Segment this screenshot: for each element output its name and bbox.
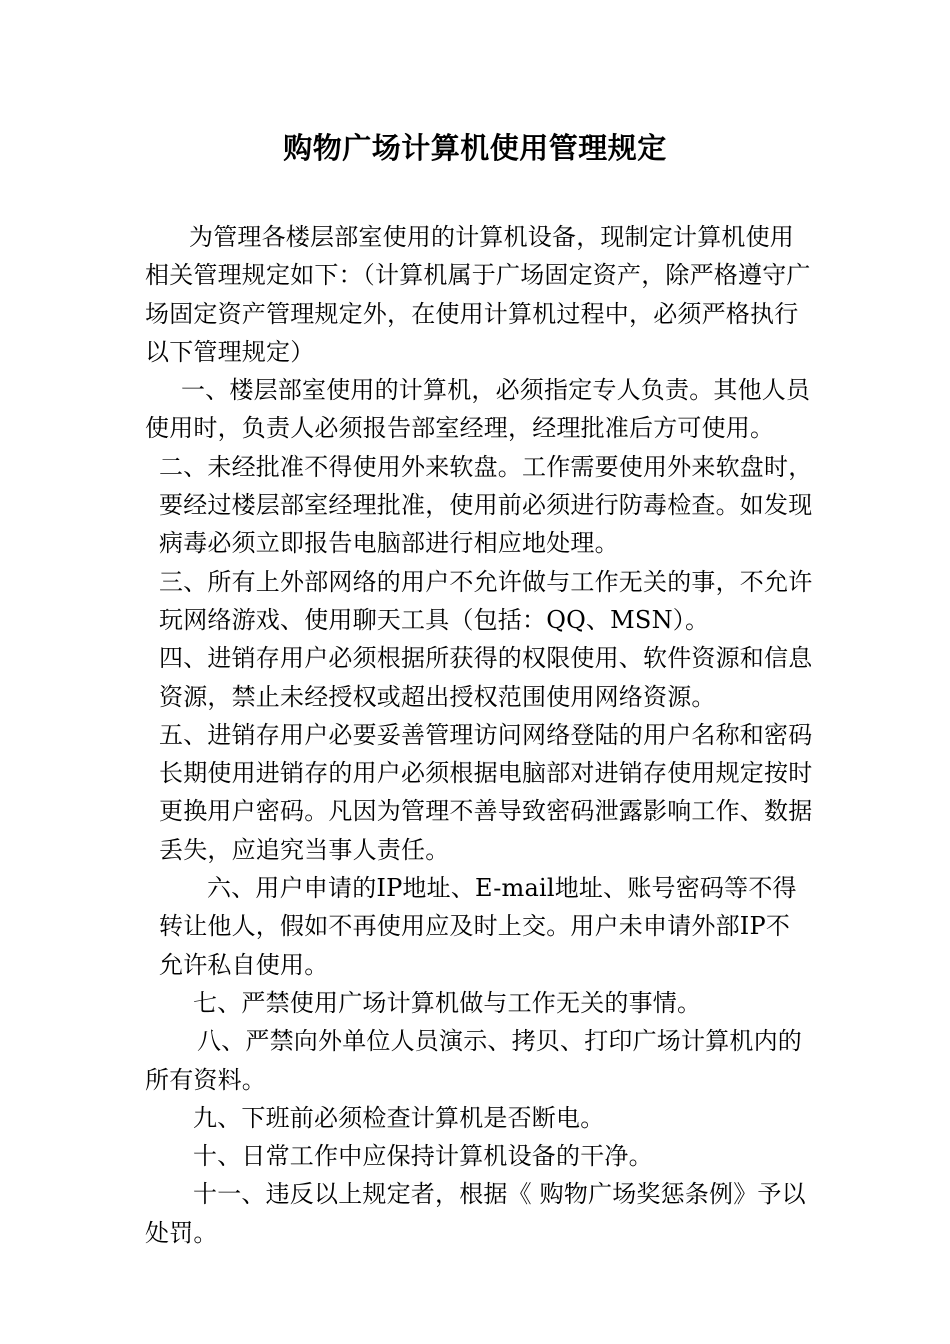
rule-9-paragraph: 九、下班前必须检查计算机是否断电。 (193, 1103, 605, 1132)
rule-7-paragraph: 七、严禁使用广场计算机做与工作无关的事情。 (193, 988, 702, 1017)
rule-5-paragraph: 五、进销存用户必要妥善管理访问网络登陆的用户名称和密码长期使用进销存的用户必须根据电脑部对进销存使用规定按时更换用户密码。凡因为管理不善导致密码泄露影响工作、数据丢失，应追究当事人责任。 (159, 720, 813, 864)
document-title: 购物广场计算机使用管理规定 (283, 131, 667, 165)
rule-8-paragraph: 八、严禁向外单位人员演示、拷贝、打印广场计算机内的所有资料。 (145, 1027, 802, 1094)
rule-4-paragraph: 四、进销存用户必须根据所获得的权限使用、软件资源和信息资源，禁止未经授权或超出授权范围使用网络资源。 (159, 644, 813, 711)
rule-6-paragraph: 六、用户申请的IP地址、E-mail地址、账号密码等不得转让他人，假如不再使用应及时上交。用户未申请外部IP不允许私自使用。 (159, 874, 797, 979)
rule-1-paragraph: 一、楼层部室使用的计算机，必须指定专人负责。其他人员使用时，负责人必须报告部室经理，经理批准后方可使用。 (145, 376, 811, 443)
intro-paragraph: 为管理各楼层部室使用的计算机设备，现制定计算机使用相关管理规定如下：（计算机属于广场固定资产，除严格遵守广场固定资产管理规定外，在使用计算机过程中，必须严格执行以下管理规定） (145, 223, 811, 366)
rule-3-paragraph: 三、所有上外部网络的用户不允许做与工作无关的事，不允许玩网络游戏、使用聊天工具（包括：QQ、MSN）。 (159, 567, 813, 634)
rule-11-paragraph: 十一、违反以上规定者，根据《 购物广场奖惩条例》予以处罚。 (145, 1180, 806, 1247)
document-body (145, 218, 813, 1252)
rule-2-paragraph: 二、未经批准不得使用外来软盘。工作需要使用外来软盘时，要经过楼层部室经理批准，使用前必须进行防毒检查。如发现病毒必须立即报告电脑部进行相应地处理。 (159, 452, 813, 558)
rule-10-paragraph: 十、日常工作中应保持计算机设备的干净。 (193, 1142, 653, 1171)
